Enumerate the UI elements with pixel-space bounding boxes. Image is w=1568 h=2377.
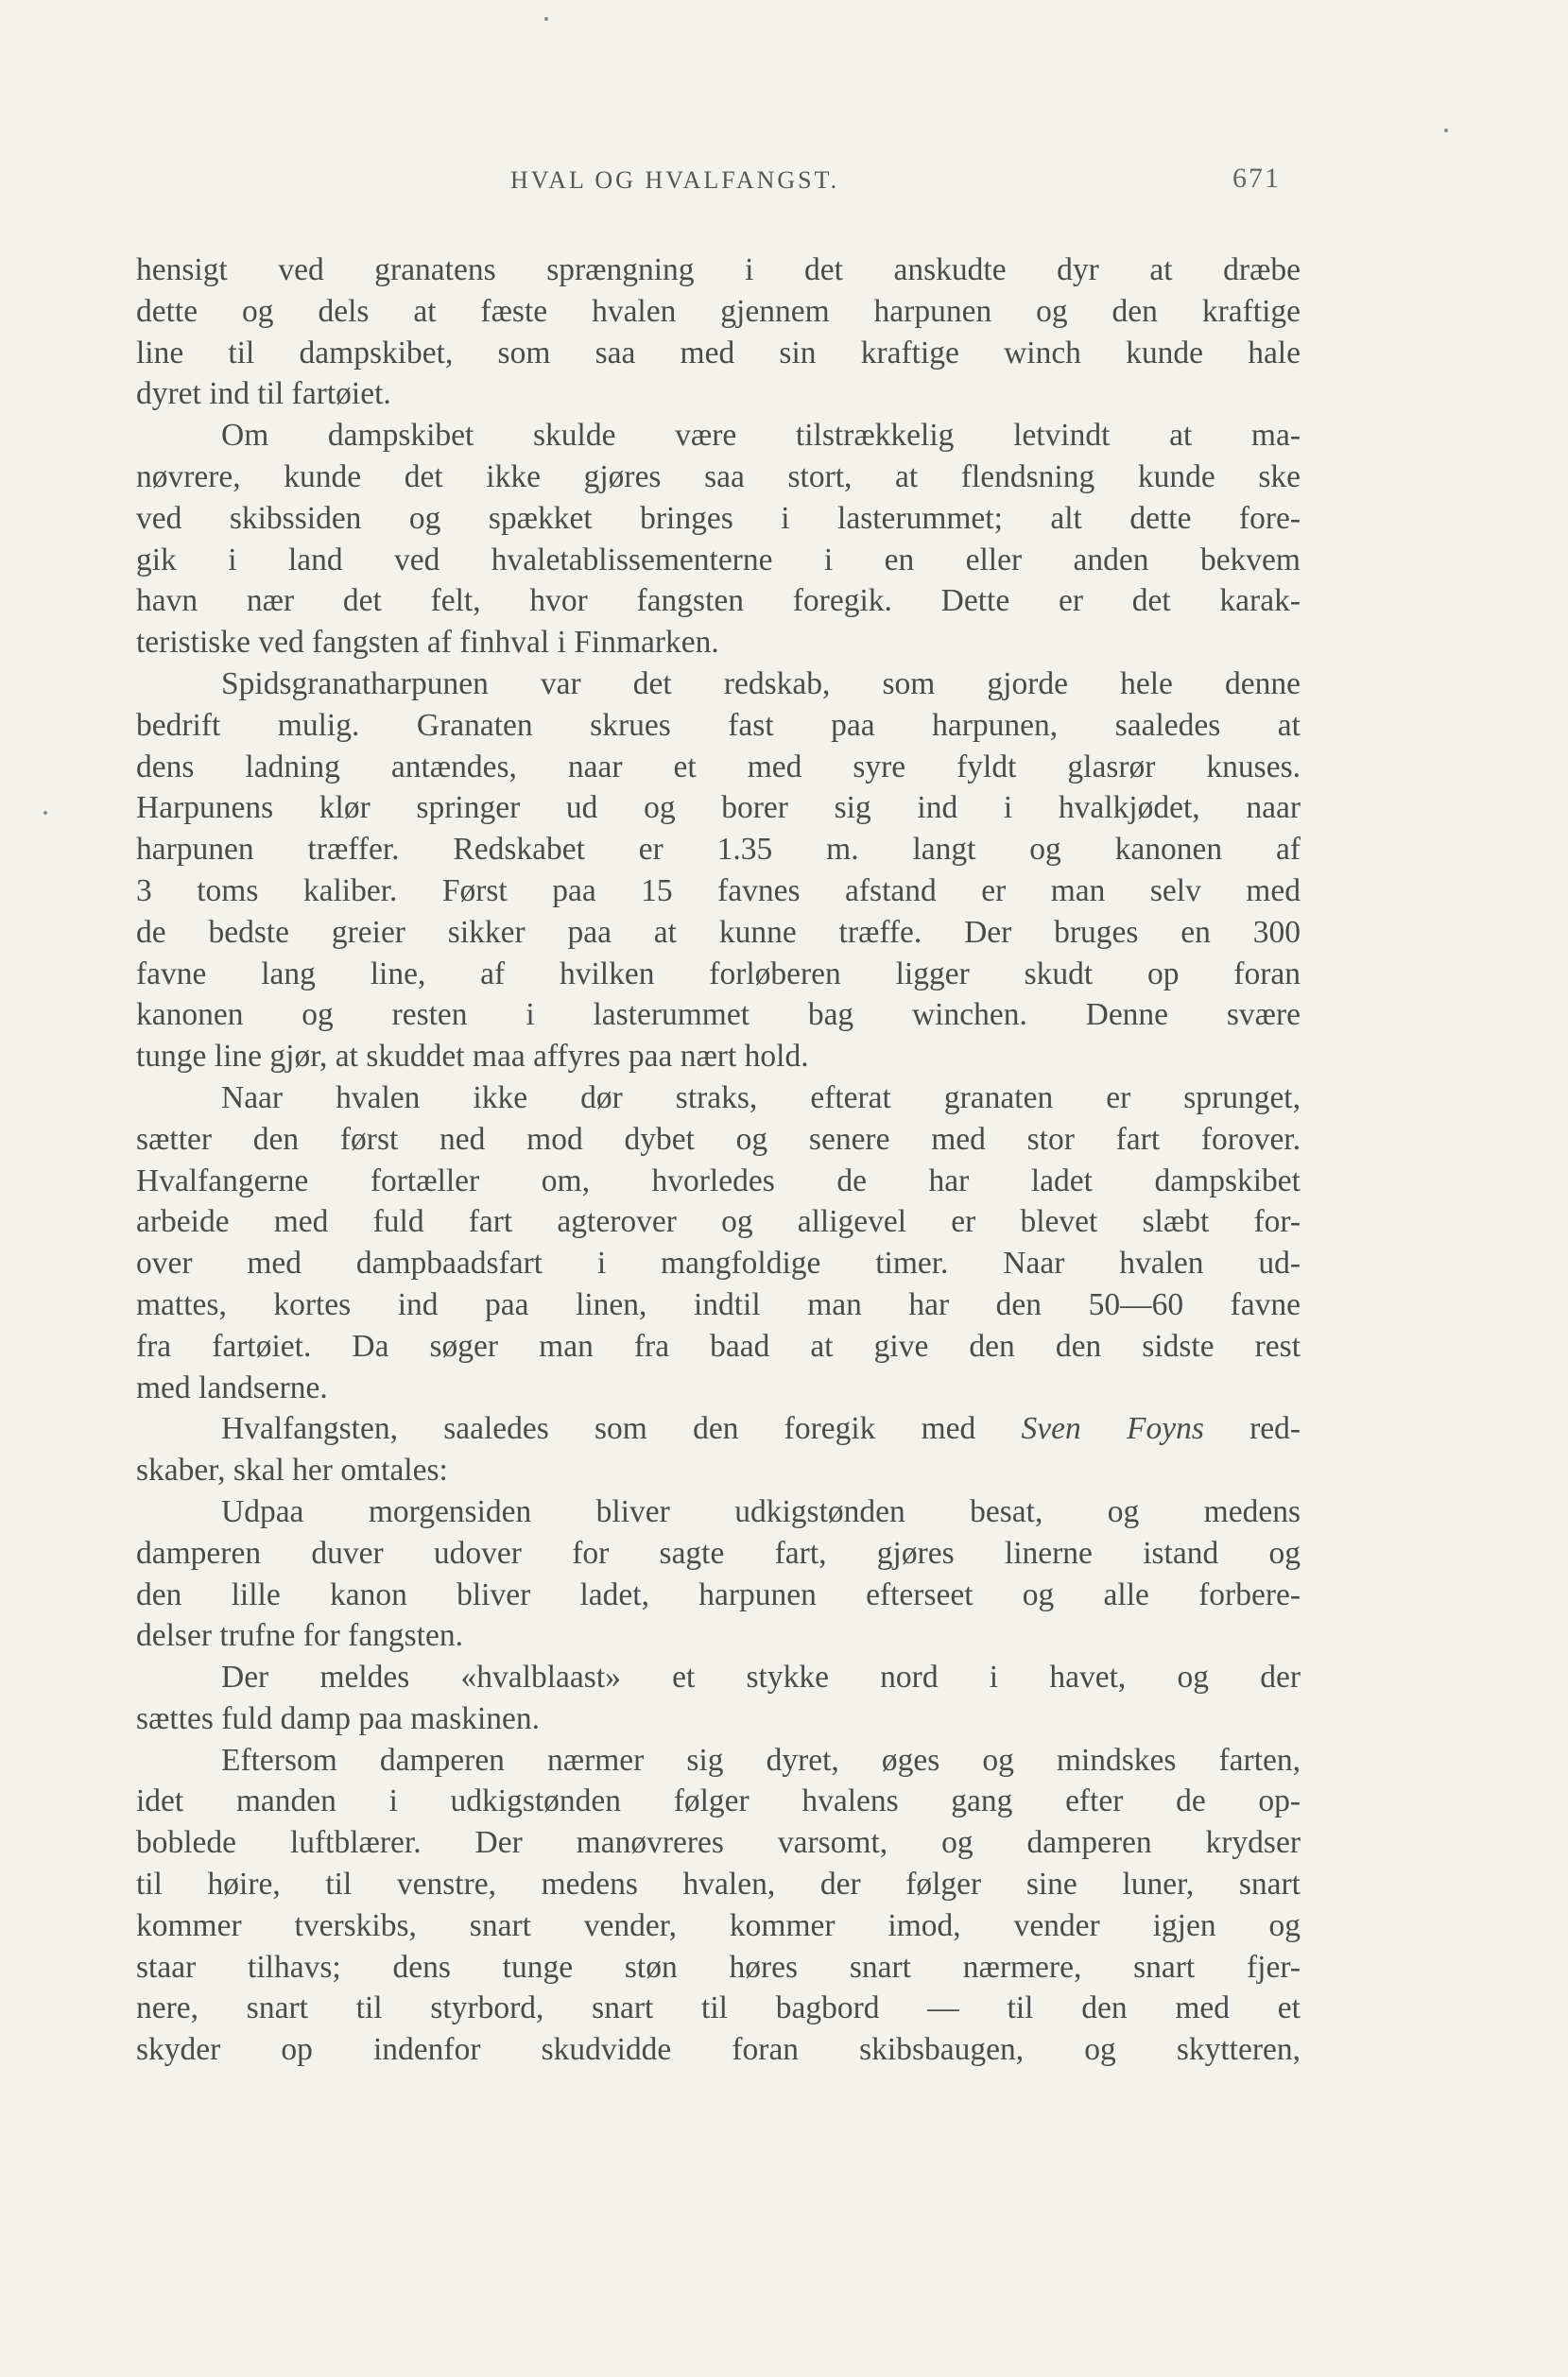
text-line: Hvalfangerne fortæller om, hvorledes de har ladet dampskibet	[136, 1163, 1301, 1198]
text-run: red-	[1203, 1411, 1301, 1447]
text-run: Hvalfangsten, saaledes som den foregik med	[221, 1411, 1022, 1447]
page-number: 671	[1232, 163, 1281, 194]
text-line: med landserne.	[136, 1369, 328, 1405]
print-speck	[544, 17, 548, 21]
text-line: bedrift mulig. Granaten skrues fast paa harpunen, saaledes at	[136, 707, 1301, 743]
text-line: Harpunens klør springer ud og borer sig ind i hvalkjødet, naar	[136, 790, 1301, 826]
text-line: nøvrere, kunde det ikke gjøres saa stort, at flendsning kunde ske	[136, 458, 1301, 494]
text-line: kommer tverskibs, snart vender, kommer imod, vender igjen og	[136, 1907, 1301, 1943]
text-line	[136, 1408, 1301, 1450]
text-line: over med dampbaadsfart i mangfoldige timer. Naar hvalen ud-	[136, 1246, 1301, 1282]
print-speck	[1444, 129, 1448, 132]
running-title: HVAL OG HVALFANGST.	[510, 166, 840, 194]
text-line: dyret ind til fartøiet.	[136, 376, 391, 412]
text-line: de bedste greier sikker paa at kunne træffe. Der bruges en 300	[136, 914, 1301, 950]
text-line: skaber, skal her omtales:	[136, 1453, 448, 1489]
text-line: den lille kanon bliver ladet, harpunen efterseet og alle forbere-	[136, 1576, 1301, 1612]
text-line: havn nær det felt, hvor fangsten foregik. Dette er det karak-	[136, 583, 1301, 619]
text-line: sætter den først ned mod dybet og senere med stor fart forover.	[136, 1121, 1301, 1157]
text-line: ved skibssiden og spækket bringes i lasterummet; alt dette fore-	[136, 500, 1301, 536]
text-line: nere, snart til styrbord, snart til bagbord — til den med et	[136, 1990, 1301, 2026]
text-line: Naar hvalen ikke dør straks, efterat granaten er sprunget,	[221, 1079, 1301, 1115]
print-speck	[43, 811, 47, 815]
text-line: idet manden i udkigstønden følger hvalens gang efter de op-	[136, 1783, 1301, 1819]
text-line: gik i land ved hvaletablissementerne i en eller anden bekvem	[136, 542, 1301, 577]
emphasized-name: Sven Foyns	[1021, 1411, 1204, 1447]
text-line: delser trufne for fangsten.	[136, 1618, 464, 1654]
text-line: harpunen træffer. Redskabet er 1.35 m. langt og kanonen af	[136, 832, 1301, 868]
text-line: til høire, til venstre, medens hvalen, der følger sine luner, snart	[136, 1867, 1301, 1903]
text-line: line til dampskibet, som saa med sin kraftige winch kunde hale	[136, 335, 1301, 370]
text-line: Om dampskibet skulde være tilstrækkelig letvindt at ma-	[221, 418, 1301, 454]
text-line: fra fartøiet. Da søger man fra baad at give den den sidste rest	[136, 1328, 1301, 1364]
text-line: hensigt ved granatens sprængning i det anskudte dyr at dræbe	[136, 252, 1301, 287]
text-line: sættes fuld damp paa maskinen.	[136, 1700, 541, 1736]
text-line: dette og dels at fæste hvalen gjennem harpunen og den kraftige	[136, 293, 1301, 329]
text-line: Udpaa morgensiden bliver udkigstønden besat, og medens	[221, 1493, 1301, 1529]
text-line: Spidsgranatharpunen var det redskab, som gjorde hele denne	[221, 665, 1301, 701]
text-line: dens ladning antændes, naar et med syre fyldt glasrør knuses.	[136, 749, 1301, 784]
text-line: Eftersom damperen nærmer sig dyret, øges og mindskes farten,	[221, 1742, 1301, 1778]
text-line: staar tilhavs; dens tunge støn høres snart nærmere, snart fjer-	[136, 1949, 1301, 1985]
text-line: mattes, kortes ind paa linen, indtil man har den 50—60 favne	[136, 1286, 1301, 1322]
text-line: skyder op indenfor skudvidde foran skibsbaugen, og skytteren,	[136, 2032, 1301, 2068]
text-line: boblede luftblærer. Der manøvreres varsomt, og damperen krydser	[136, 1825, 1301, 1861]
text-line: arbeide med fuld fart agterover og alligevel er blevet slæbt for-	[136, 1204, 1301, 1240]
text-line: damperen duver udover for sagte fart, gjøres linerne istand og	[136, 1535, 1301, 1571]
text-line: kanonen og resten i lasterummet bag winchen. Denne svære	[136, 997, 1301, 1033]
text-line: Der meldes «hvalblaast» et stykke nord i havet, og der	[221, 1660, 1301, 1696]
text-line: teristiske ved fangsten af finhval i Finmarken.	[136, 625, 719, 661]
body-text	[136, 250, 1301, 2071]
text-line: 3 toms kaliber. Først paa 15 favnes afstand er man selv med	[136, 872, 1301, 908]
text-line: favne lang line, af hvilken forløberen ligger skudt op foran	[136, 956, 1301, 991]
text-line: tunge line gjør, at skuddet maa affyres paa nært hold.	[136, 1039, 809, 1075]
